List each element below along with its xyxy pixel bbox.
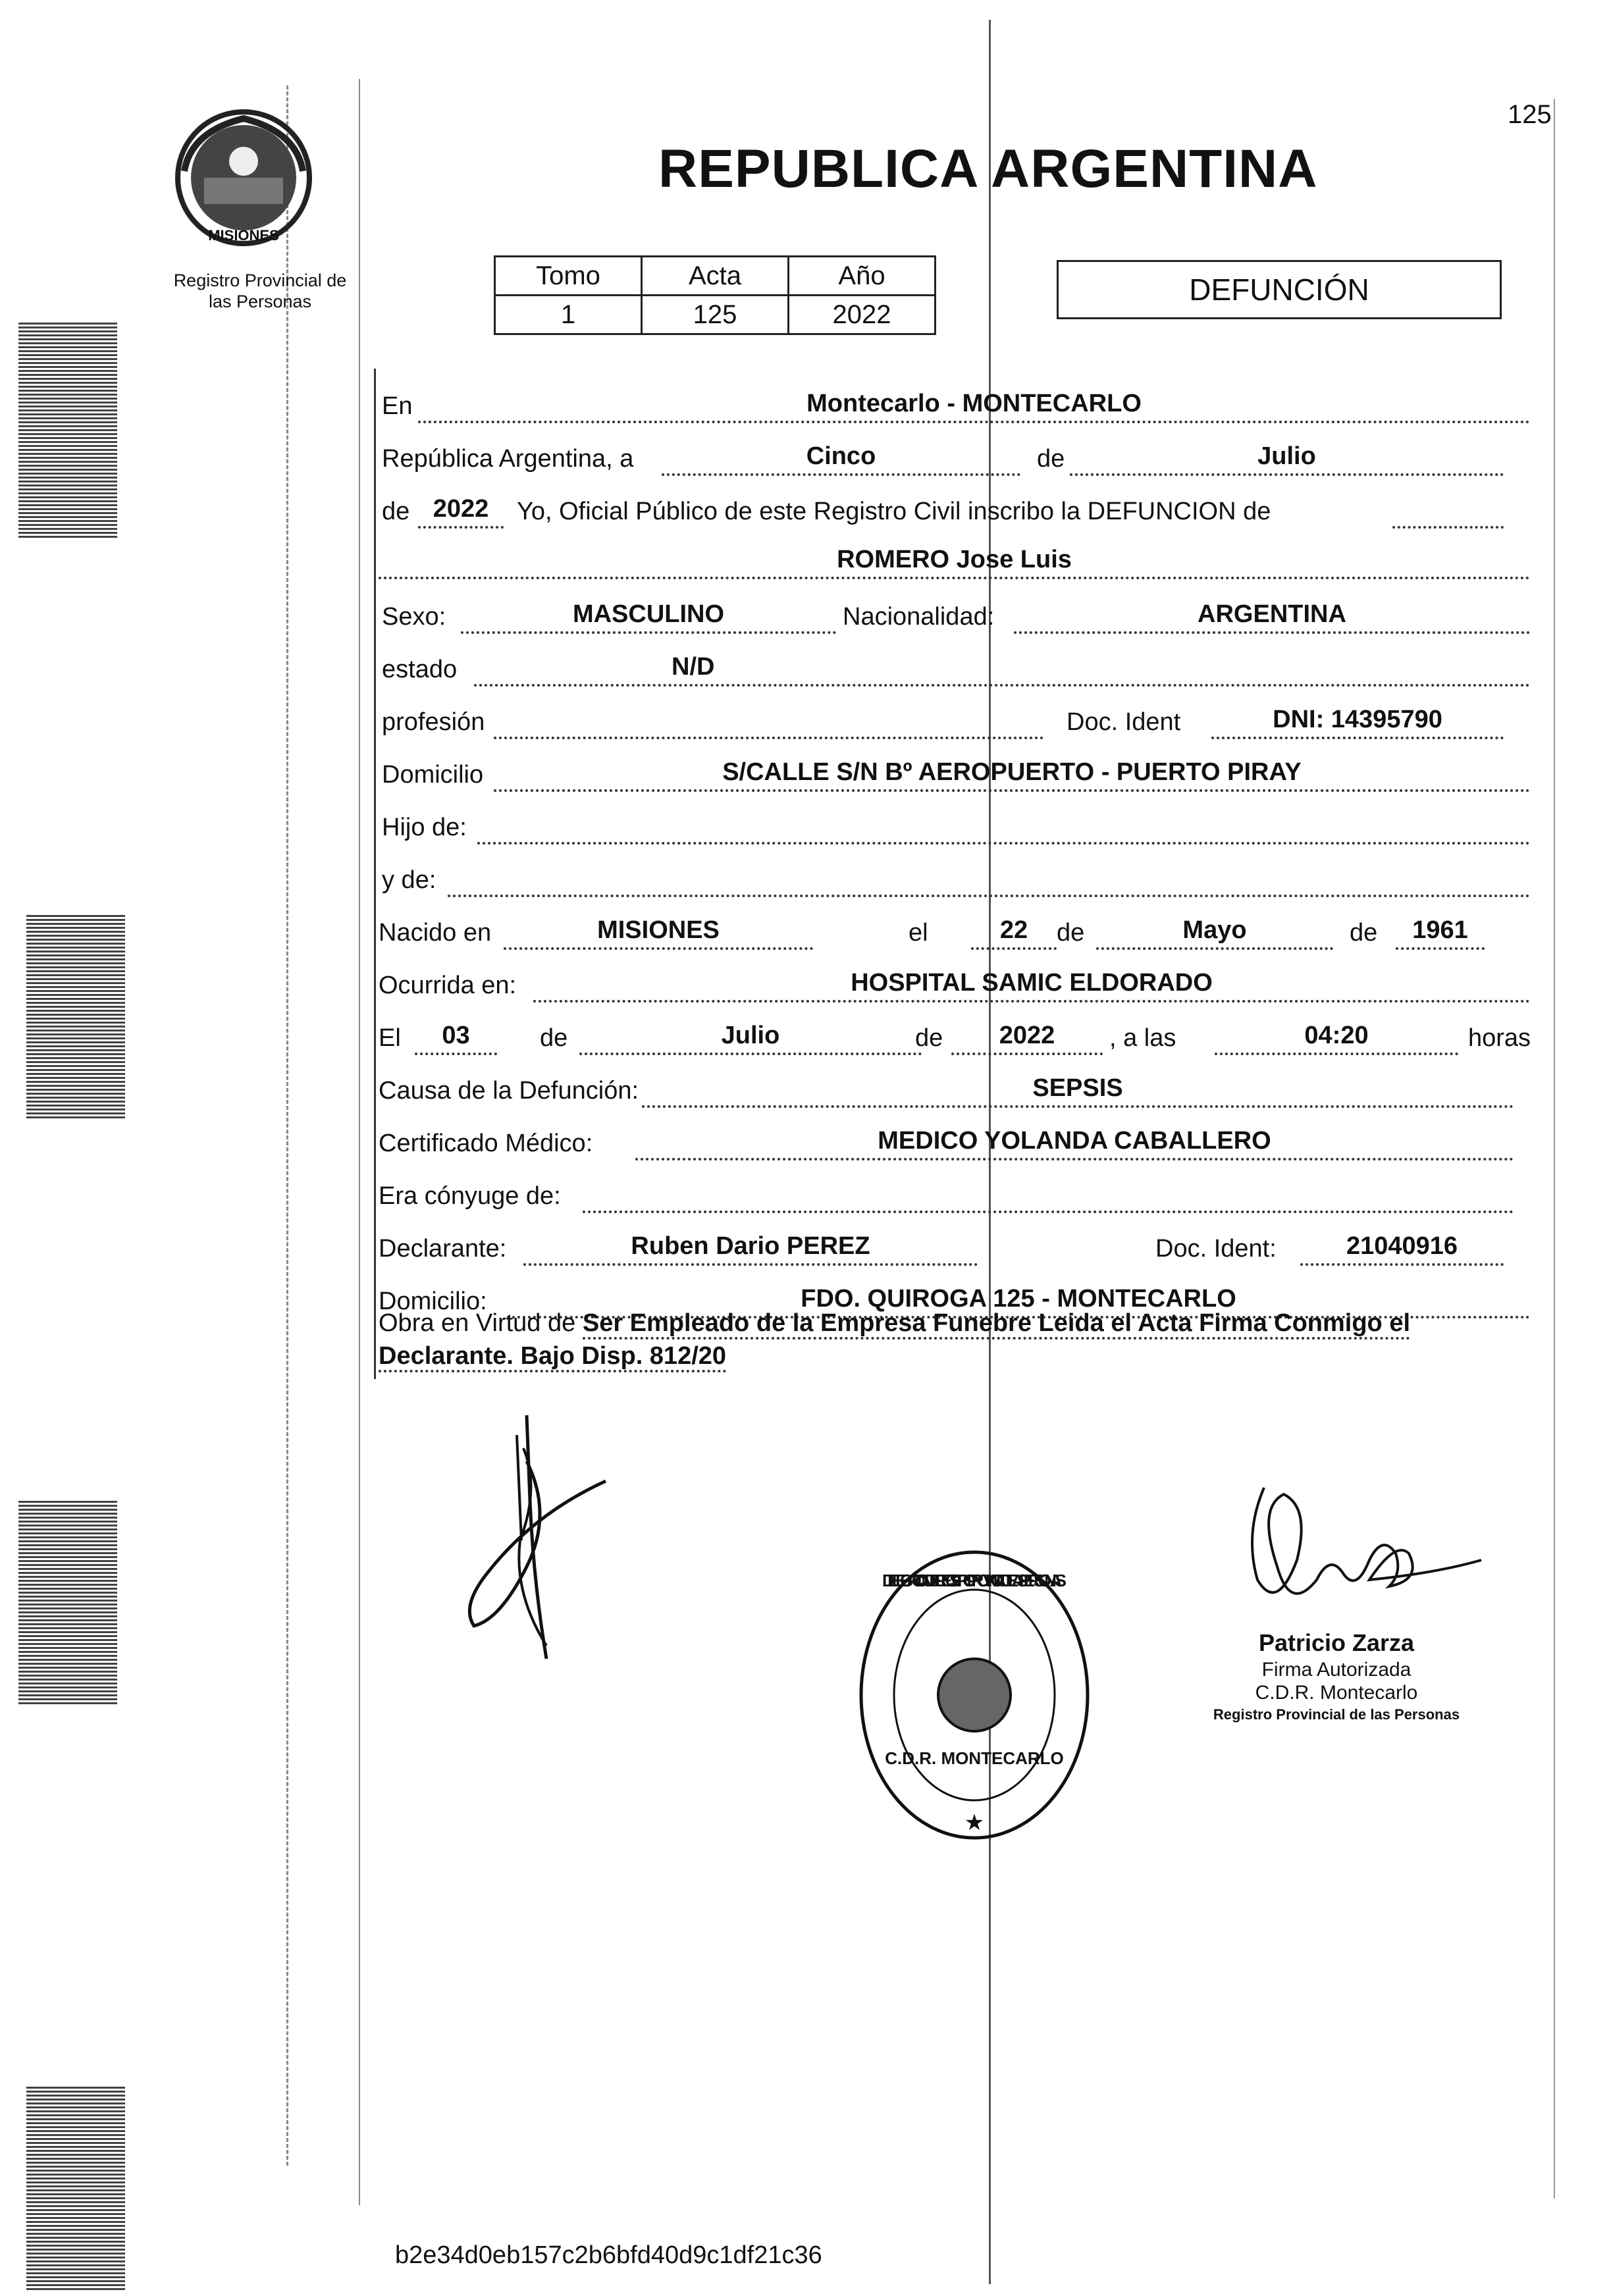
- field-hijo: [477, 806, 1530, 845]
- label-death-de2: de: [915, 1024, 943, 1052]
- label-el2: El: [379, 1024, 401, 1052]
- scan-edge-mark: [26, 915, 125, 1119]
- label-estado: estado: [382, 656, 458, 683]
- signer-role: Firma Autorizada: [1261, 1659, 1411, 1681]
- label-alas: , a las: [1109, 1024, 1176, 1052]
- birth-row: [379, 905, 1530, 951]
- declarante-row: [379, 1221, 1530, 1267]
- label-doc: Doc. Ident: [1067, 708, 1181, 736]
- field-deceased-name: ROMERO Jose Luis: [379, 541, 1530, 579]
- record-table-value-row: [495, 296, 936, 334]
- document-hash: b2e34d0eb157c2b6bfd40d9c1df21c36: [395, 2241, 822, 2269]
- official-signature-icon: [1238, 1481, 1488, 1632]
- record-table-header-row: [495, 257, 936, 296]
- label-birth-de: de: [1057, 919, 1085, 947]
- field-birth-year: 1961: [1396, 912, 1485, 950]
- declarant-signature-icon: [448, 1409, 619, 1685]
- domicilio-row: [379, 747, 1530, 793]
- svg-text:★: ★: [964, 1810, 985, 1836]
- ocurrida-row: [379, 958, 1530, 1004]
- record-table-header: Año: [789, 257, 936, 296]
- record-table-header: Tomo: [495, 257, 642, 296]
- label-declarante: Declarante:: [379, 1235, 507, 1263]
- label-hijo: Hijo de:: [382, 814, 467, 841]
- record-table-cell: 1: [495, 296, 642, 334]
- registry-label: [148, 270, 372, 312]
- field-day-words: Cinco: [662, 438, 1020, 476]
- signer-name: Patricio Zarza: [1258, 1629, 1415, 1656]
- field-death-year: 2022: [951, 1017, 1103, 1055]
- field-death-time: 04:20: [1215, 1017, 1458, 1055]
- field-birth-day: 22: [971, 912, 1057, 950]
- field-certificado: MEDICO YOLANDA CABALLERO: [635, 1122, 1514, 1161]
- field-conyuge: [583, 1175, 1514, 1213]
- label-nacionalidad: Nacionalidad:: [843, 603, 995, 631]
- record-table: [494, 255, 936, 335]
- field-doc: DNI: 14395790: [1211, 701, 1504, 739]
- label-el: el: [909, 919, 928, 947]
- signer-office: C.D.R. Montecarlo: [1255, 1682, 1418, 1704]
- conyuge-row: [379, 1168, 1530, 1214]
- label-birth-de2: de: [1350, 919, 1378, 947]
- label-republic: República Argentina, a: [382, 445, 634, 473]
- registry-label-line2: las Personas: [208, 292, 312, 311]
- label-de-year: de: [382, 498, 410, 525]
- scan-edge-mark: [26, 2087, 125, 2291]
- label-sexo: Sexo:: [382, 603, 446, 631]
- field-profesion: [494, 701, 1043, 739]
- field-death-month: Julio: [579, 1017, 922, 1055]
- right-border-line: [1554, 99, 1555, 2199]
- label-horas: horas: [1468, 1024, 1531, 1052]
- label-domicilio: Domicilio: [382, 761, 484, 789]
- certificado-row: [379, 1116, 1530, 1162]
- registry-label-line1: Registro Provincial de: [173, 271, 347, 290]
- field-birth-month: Mayo: [1096, 912, 1333, 950]
- field-ocurrida: HOSPITAL SAMIC ELDORADO: [533, 964, 1530, 1003]
- causa-row: [379, 1063, 1530, 1109]
- form-left-border: [374, 369, 376, 1379]
- intro-text: Yo, Oficial Público de este Registro Civil inscribo la DEFUNCION de: [517, 498, 1271, 525]
- record-table-header: Acta: [642, 257, 789, 296]
- page-number: 125: [1508, 100, 1552, 129]
- label-yde: y de:: [382, 866, 436, 894]
- yde-row: [379, 852, 1530, 899]
- svg-text:C.D.R. MONTECARLO: C.D.R. MONTECARLO: [885, 1748, 1064, 1768]
- scan-edge-mark: [18, 1501, 117, 1705]
- field-declarante: Ruben Dario PEREZ: [523, 1228, 978, 1266]
- intro-row: [379, 484, 1530, 530]
- death-date-row: [379, 1010, 1530, 1057]
- name-row: [379, 535, 1530, 581]
- record-type-box: DEFUNCIÓN: [1057, 260, 1502, 319]
- scan-edge-mark: [18, 323, 117, 540]
- field-intro-blank: [1392, 490, 1504, 529]
- label-ocurrida: Ocurrida en:: [379, 972, 517, 999]
- field-place: Montecarlo - MONTECARLO: [418, 385, 1530, 423]
- label-de: de: [1037, 445, 1065, 473]
- field-month: Julio: [1070, 438, 1504, 476]
- place-row: [379, 378, 1530, 425]
- document-title: REPUBLICA ARGENTINA: [658, 139, 1318, 199]
- signer-registry: Registro Provincial de las Personas: [1213, 1706, 1460, 1723]
- left-border-line: [359, 79, 360, 2205]
- field-nacionalidad: ARGENTINA: [1014, 596, 1530, 634]
- record-table-cell: 2022: [789, 296, 936, 334]
- profesion-row: [379, 694, 1530, 741]
- sexo-row: [379, 589, 1530, 635]
- label-causa: Causa de la Defunción:: [379, 1077, 639, 1105]
- label-obra: Obra en Virtud de: [379, 1309, 576, 1337]
- field-death-day: 03: [415, 1017, 497, 1055]
- estado-row: [379, 642, 1530, 688]
- date-row: [379, 431, 1530, 477]
- scan-dash-line: [286, 86, 290, 2166]
- field-sexo: MASCULINO: [461, 596, 836, 634]
- label-conyuge: Era cónyuge de:: [379, 1182, 561, 1210]
- label-decl-doc: Doc. Ident:: [1155, 1235, 1277, 1263]
- label-death-de: de: [540, 1024, 568, 1052]
- label-en: En: [382, 392, 413, 420]
- record-table-cell: 125: [642, 296, 789, 334]
- field-domicilio: S/CALLE S/N Bº AEROPUERTO - PUERTO PIRAY: [494, 754, 1530, 792]
- obra-paragraph: [379, 1307, 1550, 1372]
- field-year: 2022: [418, 490, 504, 529]
- registry-stamp-icon: [856, 1547, 1093, 1843]
- field-domicilio2: FDO. QUIROGA 125 - MONTECARLO: [507, 1280, 1530, 1318]
- label-certificado: Certificado Médico:: [379, 1130, 593, 1157]
- field-yde: [448, 859, 1530, 897]
- field-causa: SEPSIS: [642, 1070, 1514, 1108]
- field-decl-doc: 21040916: [1300, 1228, 1504, 1266]
- field-nacido-en: MISIONES: [504, 912, 813, 950]
- hijo-row: [379, 800, 1530, 846]
- label-domicilio2: Domicilio:: [379, 1288, 487, 1315]
- province-seal-icon: [171, 105, 316, 250]
- field-obra: Ser Empleado de la Empresa Funebre Leida el Acta Firma Conmigo el Declarante. Bajo Disp. 812/20: [379, 1309, 1410, 1372]
- label-profesion: profesión: [382, 708, 485, 736]
- svg-text:DELEGACION DEL REGISTRO PROVIN: DELEGACION DEL REGISTRO PROVINCIAL DE LAS PERSONAS: [882, 1571, 1067, 1590]
- label-nacido: Nacido en: [379, 919, 492, 947]
- svg-text:MISIONES: MISIONES: [208, 227, 279, 244]
- field-estado: N/D: [474, 648, 1530, 687]
